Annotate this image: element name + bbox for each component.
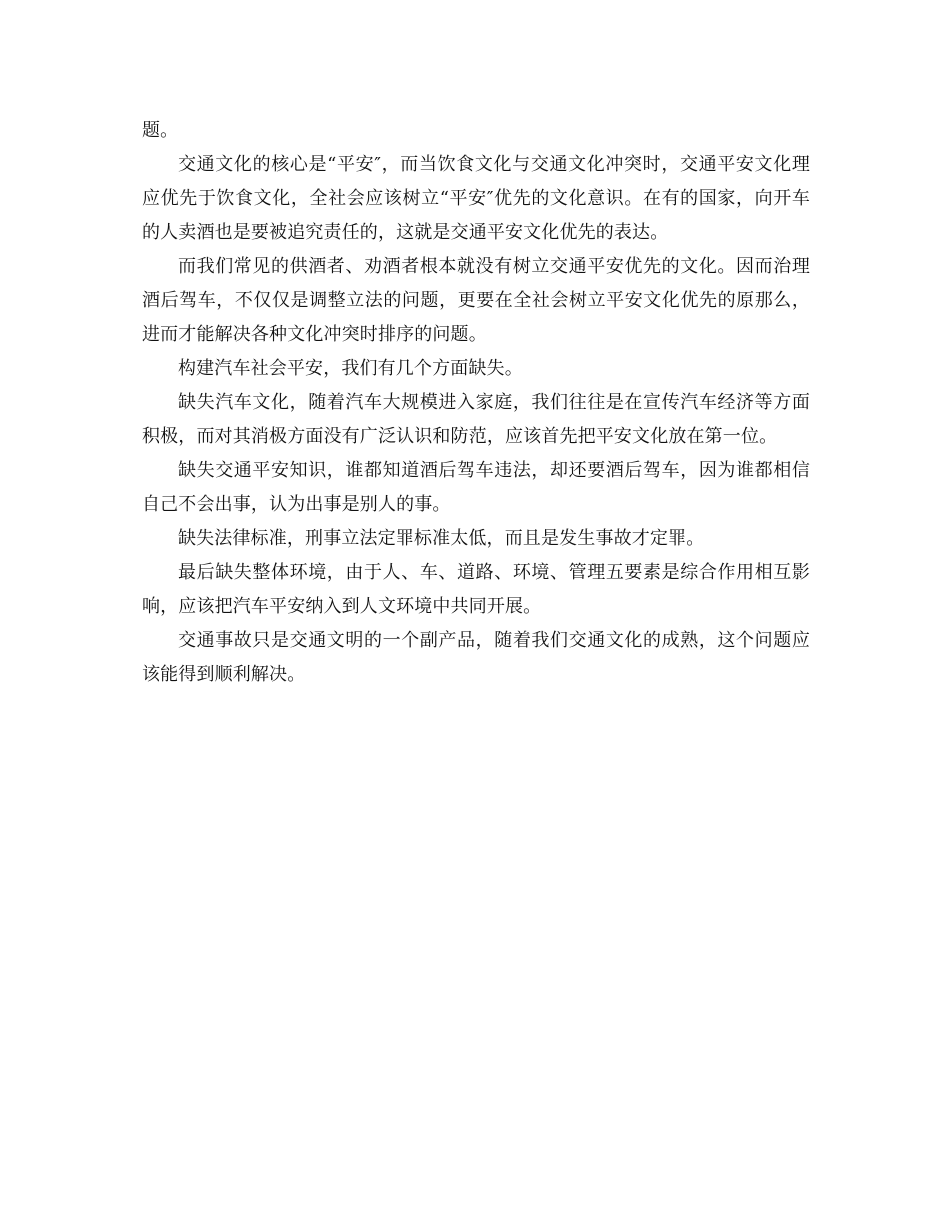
paragraph-conclusion: 交通事故只是交通文明的一个副产品，随着我们交通文化的成熟，这个问题应该能得到顺利解决。	[142, 630, 810, 685]
paragraph-overall-environment: 最后缺失整体环境，由于人、车、道路、环境、管理五要素是综合作用相互影响，应该把汽车平安纳入到人文环境中共同开展。	[142, 562, 810, 617]
paragraph-drink-providers: 而我们常见的供酒者、劝酒者根本就没有树立交通平安优先的文化。因而治理酒后驾车，不仅仅是调整立法的问题，更要在全社会树立平安文化优先的原那么，进而才能解决各种文化冲突时排序的问题。	[142, 256, 810, 345]
paragraph-traffic-culture-core: 交通文化的核心是“平安″，而当饮食文化与交通文化冲突时，交通平安文化理应优先于饮食文化，全社会应该树立“平安″优先的文化意识。在有的国家，向开车的人卖酒也是要被追究责任的，这就是交通平安文化优先的表达。	[142, 154, 810, 243]
paragraph-legal-standards: 缺失法律标准，刑事立法定罪标准太低，而且是发生事故才定罪。	[178, 528, 705, 549]
paragraph-continuation: 题。	[142, 120, 179, 141]
paragraph-deficiencies-intro: 构建汽车社会平安，我们有几个方面缺失。	[178, 358, 523, 379]
document-body	[142, 114, 810, 692]
paragraph-car-culture: 缺失汽车文化，随着汽车大规模进入家庭，我们往往是在宣传汽车经济等方面积极，而对其消极方面没有广泛认识和防范，应该首先把平安文化放在第一位。	[142, 392, 810, 447]
paragraph-safety-knowledge: 缺失交通平安知识，谁都知道酒后驾车违法，却还要酒后驾车，因为谁都相信自己不会出事，认为出事是别人的事。	[142, 460, 810, 515]
